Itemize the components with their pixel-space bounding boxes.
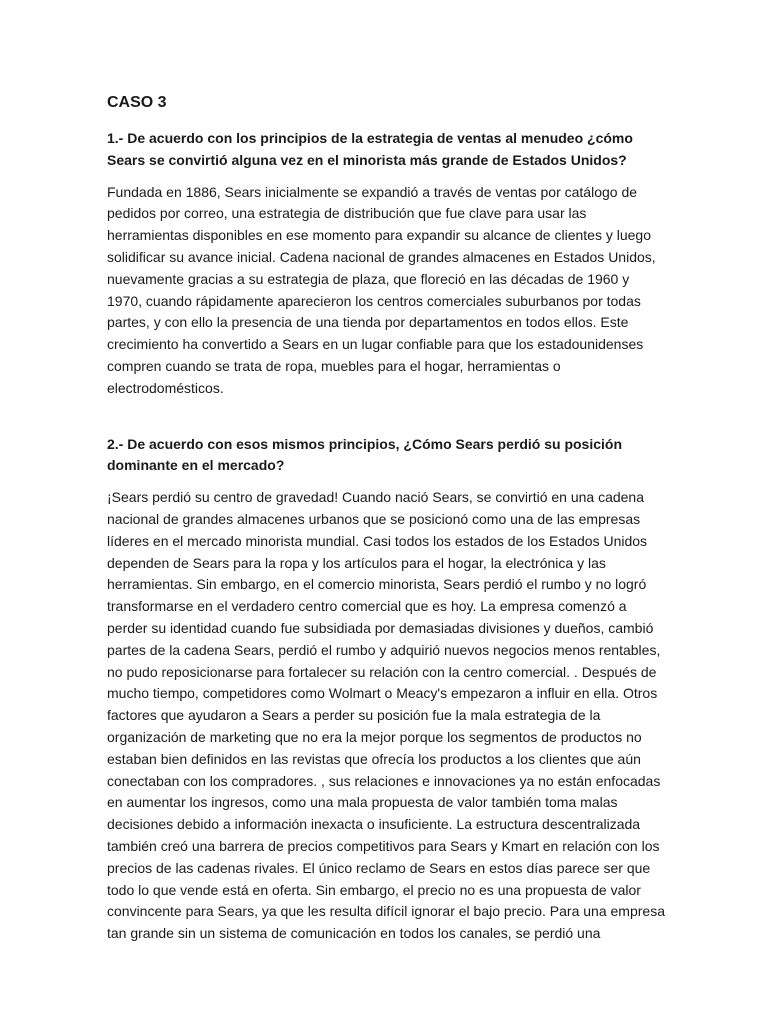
question-2: 2.- De acuerdo con esos mismos principios, ¿Cómo Sears perdió su posición dominante en el mercado? (107, 435, 623, 474)
answer-2: ¡Sears perdió su centro de gravedad! Cuando nació Sears, se convirtió en una cadena nacional de grandes almacenes urbanos que se posicionó como una de las empresas líderes en el mercado minorista mundial. Casi todos los estados de los Estados Unidos dependen de Sears para la ropa y los artículos para el hogar, la electrónica y las herramientas. Sin embargo, en el comercio minorista, Sears perdió el rumbo y no logró transformarse en el verdadero centro comercial que es hoy. La empresa comenzó a perder su identidad cuando fue subsidiada por demasiadas divisiones y dueños, cambió partes de la cadena Sears, perdió el rumbo y adquirió nuevos negocios menos rentables, no pudo reposicionarse para fortalecer su relación con la centro comercial. . Después de mucho tiempo, competidores como Wolmart o Meacy's empezaron a influir en ella. Otros factores que ayudaron a Sears a perder su posición fue la mala estrategia de la organización de marketing que no era la mejor porque los segmentos de productos no estaban bien definidos en las revistas que ofrecía los productos a los clientes que aún conectaban con los compradores. , sus relaciones e innovaciones ya no están enfocadas en aumentar los ingresos, como una mala propuesta de valor también toma malas decisiones debido a información inexacta o insuficiente. La estructura descentralizada también creó una barrera de precios competitivos para Sears y Kmart en relación con los precios de las cadenas rivales. El único reclamo de Sears en estos días parece ser que todo lo que vende está en oferta. Sin embargo, el precio no es una propuesta de valor convincente para Sears, ya que les resulta difícil ignorar el bajo precio. Para una empresa tan grande sin un sistema de comunicación en todos los canales, se perdió una (107, 489, 665, 942)
document-page (107, 92, 667, 945)
case-title: CASO 3 (107, 94, 167, 111)
answer-1: Fundada en 1886, Sears inicialmente se expandió a través de ventas por catálogo de pedidos por correo, una estrategia de distribución que fue clave para usar las herramientas disponibles en ese momento para expandir su alcance de clientes y luego solidificar su avance inicial. Cadena nacional de grandes almacenes en Estados Unidos, nuevamente gracias a su estrategia de plaza, que floreció en las décadas de 1960 y 1970, cuando rápidamente aparecieron los centros comerciales suburbanos por todas partes, y con ello la presencia de una tienda por departamentos en todos ellos. Este crecimiento ha convertido a Sears en un lugar confiable para que los estadounidenses compren cuando se trata de ropa, muebles para el hogar, herramientas o electrodomésticos. (107, 183, 656, 396)
question-1: 1.- De acuerdo con los principios de la estrategia de ventas al menudeo ¿cómo Sears se convirtió alguna vez en el minorista más grande de Estados Unidos? (107, 130, 633, 168)
